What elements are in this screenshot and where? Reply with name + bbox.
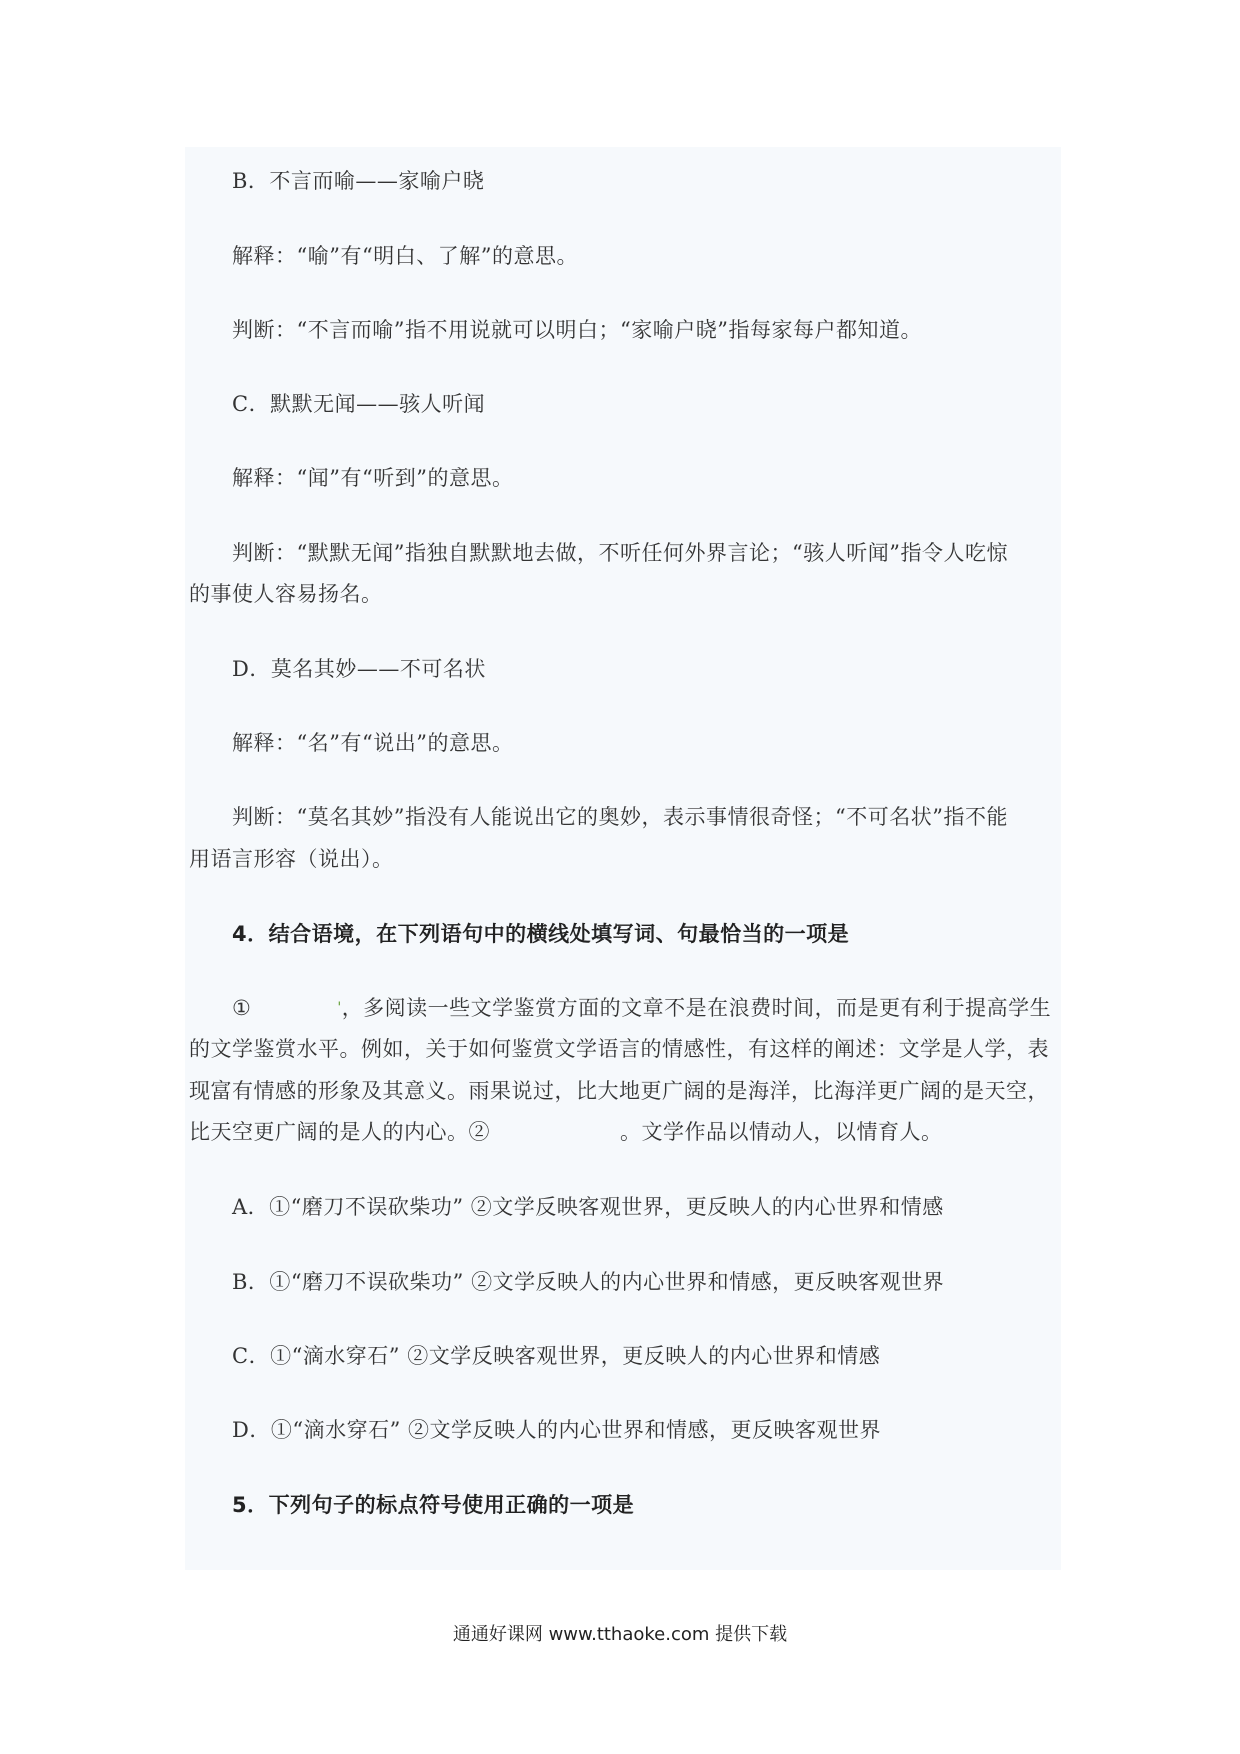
footer-credit: 通通好课网 www.tthaoke.com 提供下载 <box>452 1624 788 1645</box>
question-5-title: 5．下列句子的标点符号使用正确的一项是 <box>232 1493 635 1517</box>
question-4-passage-line3: 现富有情感的形象及其意义。雨果说过，比大地更广阔的是海洋，比海洋更广阔的是天空， <box>189 1079 1049 1103</box>
question-4-option-c: C．①“滴水穿石” ②文学反映客观世界，更反映人的内心世界和情感 <box>232 1344 881 1368</box>
blank-1-marker: ① <box>232 996 252 1020</box>
option-d-explanation: 解释：“名”有“说出”的意思。 <box>232 731 514 755</box>
content-panel <box>185 147 1061 1570</box>
option-d-judgment-line1: 判断：“莫名其妙”指没有人能说出它的奥妙，表示事情很奇怪；“不可名状”指不能 <box>232 805 1008 829</box>
option-b-explanation: 解释：“喻”有“明白、了解”的意思。 <box>232 244 578 268</box>
option-c: C．默默无闻——骇人听闻 <box>232 392 486 416</box>
question-4-passage-line1 <box>185 989 1052 1027</box>
option-c-judgment-line2: 的事使人容易扬名。 <box>189 582 383 606</box>
question-4-passage-line4 <box>185 1113 1043 1151</box>
option-b: B．不言而喻——家喻户晓 <box>232 169 485 193</box>
option-b-judgment: 判断：“不言而喻”指不用说就可以明白；“家喻户晓”指每家每户都知道。 <box>232 318 922 342</box>
question-4-passage-line2: 的文学鉴赏水平。例如，关于如何鉴赏文学语言的情感性，有这样的阐述：文学是人学，表 <box>189 1037 1049 1061</box>
question-4-option-a: A．①“磨刀不误砍柴功” ②文学反映客观世界，更反映人的内心世界和情感 <box>232 1195 944 1219</box>
question-4-title: 4．结合语境，在下列语句中的横线处填写词、句最恰当的一项是 <box>232 922 850 946</box>
question-4-option-b: B．①“磨刀不误砍柴功” ②文学反映人的内心世界和情感，更反映客观世界 <box>232 1270 945 1294</box>
option-c-explanation: 解释：“闻”有“听到”的意思。 <box>232 466 514 490</box>
passage-line4-end: 。文学作品以情动人，以情育人。 <box>620 1120 943 1144</box>
passage-line4-text: 比天空更广阔的是人的内心。② <box>189 1120 490 1144</box>
option-d-judgment-line2: 用语言形容（说出）。 <box>189 847 394 871</box>
passage-line1-text: ，多阅读一些文学鉴赏方面的文章不是在浪费时间，而是更有利于提高学生 <box>341 996 1052 1020</box>
green-mark: ' <box>337 1000 342 1016</box>
option-d: D．莫名其妙——不可名状 <box>232 657 486 681</box>
option-c-judgment-line1: 判断：“默默无闻”指独自默默地去做，不听任何外界言论；“骇人听闻”指令人吃惊 <box>232 541 1008 565</box>
question-4-option-d: D．①“滴水穿石” ②文学反映人的内心世界和情感，更反映客观世界 <box>232 1418 881 1442</box>
